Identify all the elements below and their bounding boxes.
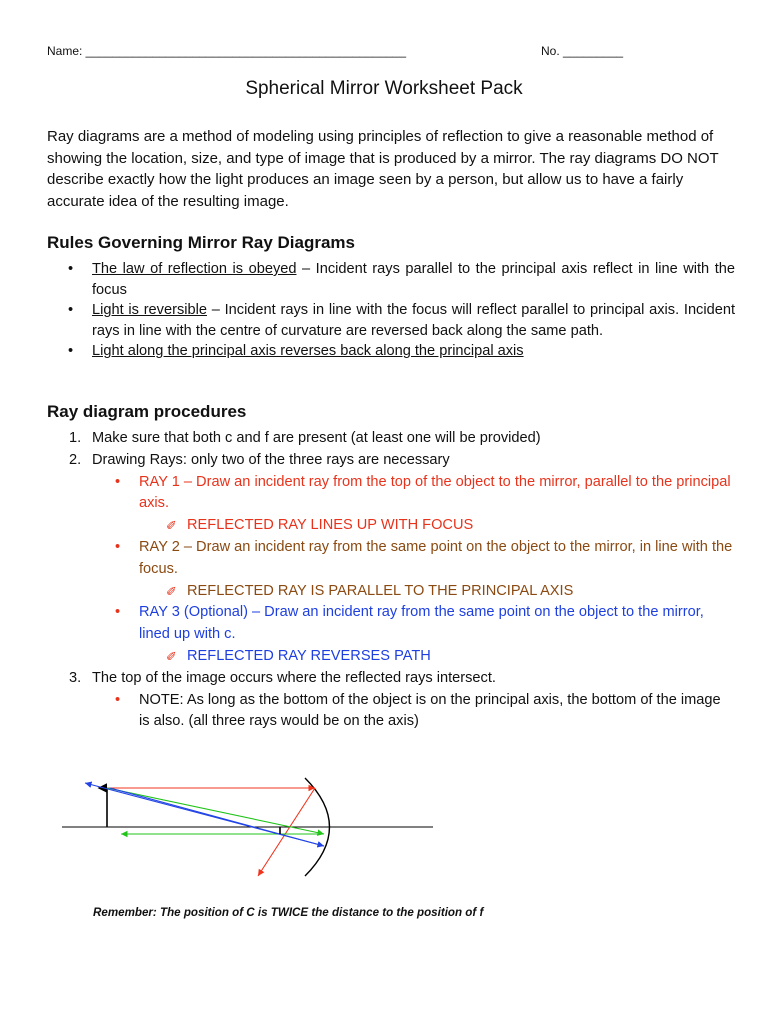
procedures-heading: Ray diagram procedures (47, 402, 247, 421)
ray2-result-text: REFLECTED RAY IS PARALLEL TO THE PRINCIPAL AXIS (187, 582, 574, 599)
ray3-result-text: REFLECTED RAY REVERSES PATH (187, 647, 431, 664)
rule-text: – Incident rays in line with the focus will reflect parallel to principal axis. Incident rays in line with the centre of curvature are reversed back along the same path. (92, 302, 736, 339)
pushpin-icon: ✐ (166, 648, 177, 664)
rule-title: The law of reflection is obeyed (92, 261, 297, 277)
ray3-result (47, 646, 735, 668)
bullet-dot-icon: • (115, 473, 121, 490)
bullet-dot-icon: • (68, 302, 74, 318)
step-item (47, 450, 735, 472)
step-item (47, 428, 735, 450)
ray-diagram (58, 770, 438, 882)
name-field-line: Name: ________________________________________________ (47, 44, 407, 58)
rule-title: Light along the principal axis reverses back along the principal axis (92, 343, 524, 359)
note-item (47, 690, 735, 734)
step-text: The top of the image occurs where the reflected rays intersect. (92, 669, 496, 686)
rule-item (47, 300, 735, 341)
bullet-dot-icon: • (68, 261, 74, 277)
remember-note: Remember: The position of C is TWICE the distance to the position of f (93, 906, 484, 919)
rules-list (47, 259, 735, 362)
ray2-result (47, 581, 735, 603)
pushpin-icon: ✐ (166, 518, 177, 534)
step-number: 2. (69, 451, 82, 468)
bullet-dot-icon: • (115, 604, 121, 621)
step-number: 3. (69, 669, 82, 686)
rule-text: – Incident rays parallel to the principal axis reflect in line with the focus (92, 261, 735, 298)
rule-title: Light is reversible (92, 302, 207, 318)
pushpin-icon: ✐ (166, 583, 177, 599)
number-field-line: No. _________ (541, 44, 624, 58)
step-number: 1. (69, 430, 82, 446)
ray3-text: RAY 3 (Optional) – Draw an incident ray from the same point on the object to the mirror, lined up with c. (139, 604, 704, 643)
step-text: Make sure that both c and f are present (at least one will be provided) (92, 430, 541, 446)
bullet-dot-icon: • (115, 691, 121, 708)
ray3-reflected (85, 783, 324, 846)
bullet-dot-icon: • (68, 343, 74, 359)
ray1-text: RAY 1 – Draw an incident ray from the top of the object to the mirror, parallel to the principal axis. (139, 473, 731, 512)
ray3-item (47, 602, 735, 646)
ray2-text: RAY 2 – Draw an incident ray from the same point on the object to the mirror, in line with the focus. (139, 538, 733, 577)
rules-heading: Rules Governing Mirror Ray Diagrams (47, 233, 355, 252)
ray1-item (47, 472, 735, 516)
rule-item (47, 259, 735, 300)
procedures-list (47, 428, 735, 733)
note-text: NOTE: As long as the bottom of the object is on the principal axis, the bottom of the image is also. (all three rays would be on the axis) (139, 691, 721, 730)
ray1-result-text: REFLECTED RAY LINES UP WITH FOCUS (187, 517, 474, 534)
step-text: Drawing Rays: only two of the three rays are necessary (92, 451, 450, 468)
ray1-reflected (258, 788, 315, 876)
step-item (47, 668, 735, 690)
ray1-result (47, 515, 735, 537)
ray2-item (47, 537, 735, 581)
intro-paragraph: Ray diagrams are a method of modeling using principles of reflection to give a reasonable method of showing the location, size, and type of image that is produced by a mirror. The ray diagrams DO NOT describe exactly how the light produces an image seen by a person, but allow us to have a fairly accurate idea of the resulting image. (47, 128, 719, 210)
bullet-dot-icon: • (115, 538, 121, 555)
page-title: Spherical Mirror Worksheet Pack (245, 78, 523, 99)
rule-item (47, 341, 735, 362)
